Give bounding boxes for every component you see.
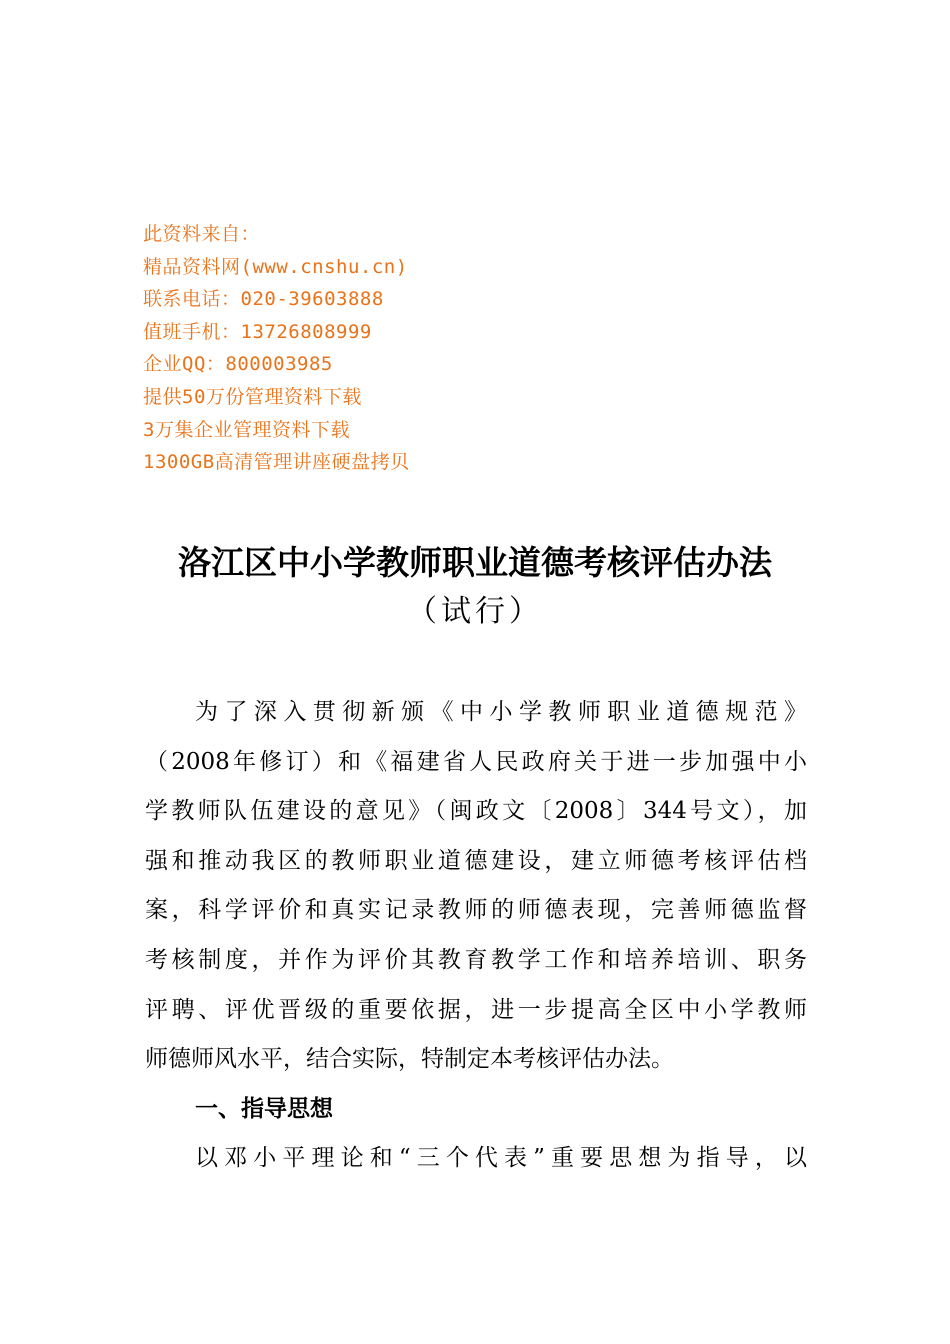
- source-line-phone: 联系电话：020-39603888: [143, 288, 384, 311]
- source-line-offer-2: 3万集企业管理资料下载: [143, 418, 350, 441]
- document-subtitle: （试行）: [407, 594, 543, 629]
- section-heading-guiding-ideology: 一、指导思想: [195, 1095, 333, 1122]
- source-line-qq: 企业QQ：800003985: [143, 353, 333, 376]
- section-paragraph-line: 以邓小平理论和“三个代表”重要思想为指导，以: [195, 1145, 807, 1172]
- source-info-block: [143, 218, 643, 479]
- intro-paragraph-line: 考核制度，并作为评价其教育教学工作和培养培训、职务: [145, 946, 807, 973]
- intro-paragraph-line: 师德师风水平，结合实际，特制定本考核评估办法。: [145, 1046, 674, 1073]
- intro-paragraph-line: 为了深入贯彻新颁《中小学教师职业道德规范》: [195, 699, 807, 725]
- document-title: 洛江区中小学教师职业道德考核评估办法: [178, 543, 772, 582]
- source-line-origin: 此资料来自：: [143, 223, 261, 245]
- intro-paragraph-line: 评聘、评优晋级的重要依据，进一步提高全区中小学教师: [145, 996, 807, 1023]
- intro-paragraph-line: （2008年修订）和《福建省人民政府关于进一步加强中小: [145, 748, 807, 775]
- source-line-offer-3: 1300GB高清管理讲座硬盘拷贝: [143, 451, 410, 474]
- intro-paragraph-line: 学教师队伍建设的意见》（闽政文〔2008〕344号文），加: [145, 798, 807, 825]
- document-body: [145, 688, 807, 1184]
- intro-paragraph-line: 强和推动我区的教师职业道德建设，建立师德考核评估档: [145, 847, 807, 874]
- intro-paragraph-line: 案，科学评价和真实记录教师的师德表现，完善师德监督: [145, 897, 807, 924]
- source-line-website: 精品资料网(www.cnshu.cn): [143, 255, 408, 278]
- source-line-mobile: 值班手机：13726808999: [143, 320, 372, 343]
- source-line-offer-1: 提供50万份管理资料下载: [143, 385, 362, 408]
